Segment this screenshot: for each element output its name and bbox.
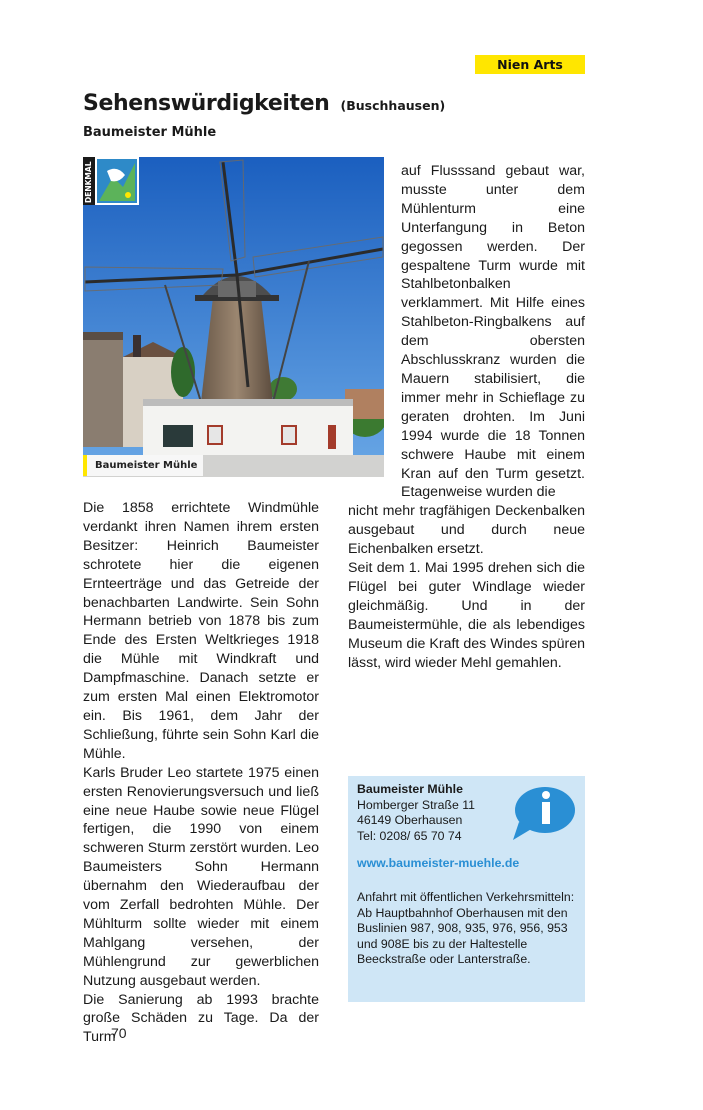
paragraph: Karls Bruder Leo startete 1975 einen ersten Renovierungsversuch und ließ eine neue Haube sowie neue Flügel fertigen, die 1990 von einem schweren Sturm zerstört wurden. Leo Baumeisters Sohn Hermann übernahm den Wiederaufbau der vom Zerfall bedrohten Mühle. Der Mühlturm sollte wieder mit einem Mahlgang versehen, der Mühlengrund zur gewerblichen Nutzung ausgebaut werden. [83,764,319,989]
category-tag: Nien Arts [475,55,585,74]
photo-caption: Baumeister Mühle [83,455,203,476]
info-bubble-icon [509,784,575,842]
info-website-link[interactable]: www.baumeister-muehle.de [357,856,520,871]
paragraph-continued: nicht mehr tragfähigen Deckenbalken ausgebaut und durch neue Eichenbalken ersetzt. [348,503,585,558]
paragraph: Die 1858 errichtete Windmühle verdankt ihren Namen ihrem ersten Besitzer: Heinrich Baumeister schrotete hier die eigenen Ernteerträge und das Getreide der benachbarten Landwirte. Sein Sohn Hermann betrieb von 1878 bis zum Ende des Ersten Weltkrieges 1918 die Mühle mit Windkraft und Dampfmaschine. Danach setzte er zum ersten Mal einen Elektromotor ein. Bis 1961, dem Jahr der Schließung, führte sein Sohn Karl die Mühle. [83,500,319,762]
info-street: Homberger Straße 11 [357,797,476,812]
page-number: 70 [111,1025,127,1041]
paragraph-wrapped: auf Flusssand gebaut war, musste unter dem Mühlenturm eine Unterfangung in Beton gegossen werden. Der gespaltene Turm wurde mit Stahlbetonbalken verklammert. Mit Hilfe eines Stahlbeton-Ringbalkens auf dem obersten Abschlusskranz wurden die Mauern stabilisiert, die immer mehr in Schieflage zu geraten drohten. Im Juni 1994 wurde die 18 Tonnen schwere Haube mit einem Kran auf den Turm gesetzt. Etagenweise wurden die [401,163,585,501]
denkmal-badge-text: DENKMAL [84,161,93,203]
title-location: (Buschhausen) [340,98,446,113]
section-heading: Baumeister Mühle [83,125,217,140]
info-city: 46149 Oberhausen [357,813,463,828]
info-title: Baumeister Mühle [357,782,463,796]
paragraph: Seit dem 1. Mai 1995 drehen sich die Flügel bei guter Windlage wieder gleichmäßig. Und in der Baumeistermühle, die als lebendiges Museum die Kraft des Windes spüren lässt, wird wieder Mehl gemahlen. [348,560,585,671]
windmill-photo [83,157,384,477]
info-box [348,776,585,1002]
body-column-right [348,162,585,672]
info-transit-heading: Anfahrt mit öffentlichen Verkehrsmitteln: [357,889,575,904]
info-transit-text: Ab Hauptbahnhof Oberhausen mit den Buslinien 987, 908, 935, 976, 956, 953 und 908E bis zu der Haltestelle Beeckstraße oder Lanterstraße. [357,905,568,967]
page-title [83,80,445,118]
title-main: Sehenswürdigkeiten [83,91,330,116]
body-column-left [83,499,319,1047]
paragraph: Die Sanierung ab 1993 brachte große Schäden zu Tage. Da der Turm [83,991,319,1046]
info-phone: Tel: 0208/ 65 70 74 [357,828,462,843]
